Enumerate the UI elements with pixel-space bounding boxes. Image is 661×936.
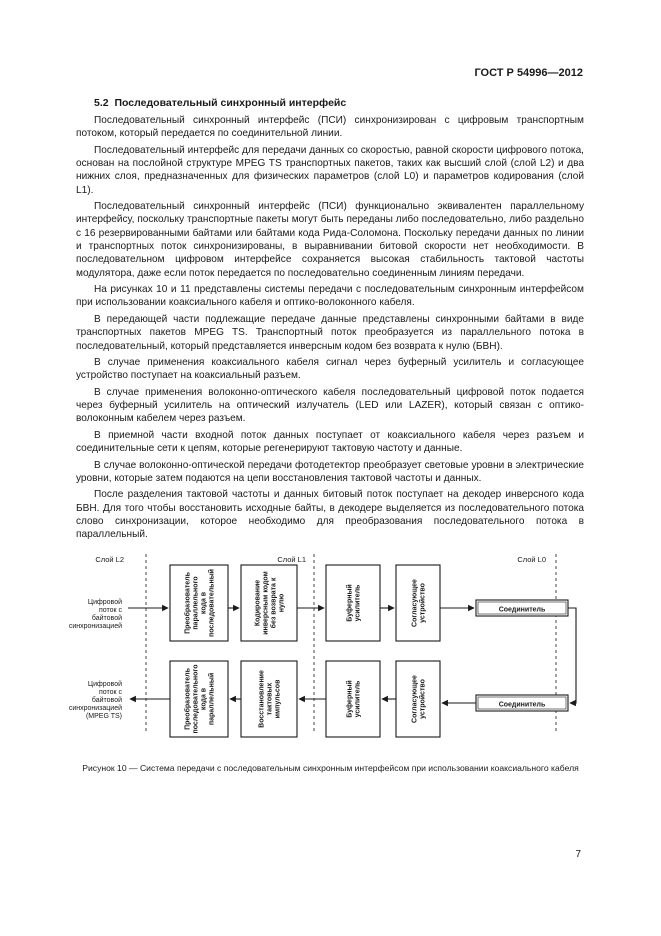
paragraph: В случае волоконно-оптической передачи фотодетектор преобразует световые уровни в электрические уровни, которые затем подаются на цепи восстановления тактовой частоты и данных. [76,459,584,484]
figure-caption: Рисунок 10 — Система передачи с последовательным синхронным интерфейсом при использовании коаксиального кабеля [82,763,579,773]
tx-block-label: Кодированиеинверсным кодомбез возврата кнулю [254,571,286,635]
paragraph: После разделения тактовой частоты и данных битовый поток поступает на декодер инверсного кода БВН. Для того чтобы восстановить исходные байты, в декодере выделяется из последовательного потока слово синхронизации, которое необходимо для преобразования последовательного потока в параллельный. [76,489,584,541]
cable-line [568,608,576,703]
body-text [76,114,584,545]
output-stream-label: Цифровой поток с байтовой синхронизацией (MPEG TS) [68,681,122,720]
tx-block-label: Преобразовательпараллельногокода впоследовательный [184,569,216,637]
layer-label: Слой L2 [95,555,124,564]
rx-block-label: Восстановлениетактовыхимпульсов [258,670,282,728]
paragraph: В передающей части подлежащие передаче данные представлены синхронными байтами в виде транспортных пакетов MPEG TS. Транспортный поток преобразуется из параллельного потока в последовательный, который представляется инверсным кодом без возврата к нулю (БВН). [76,313,584,352]
rx-block-label: Согласующееустройство [411,675,427,723]
paragraph: Последовательный синхронный интерфейс (ПСИ) функционально эквивалентен параллельному интерфейсу, поскольку транспортные пакеты могут быть переданы либо последовательно, либо раздельно с 16 резервированными байтами или байтами кода Рида-Соломона. Поскольку передачи данных по линии и транспортных поток синхронизированы, в выравнивании битовой скорости нет необходимости. В последовательном цифровом интерфейсе сохраняется высокая стабильность тактовой частоты модулятора, даже если поток передается по последовательно соединенным линиям передачи. [76,201,584,279]
tx-block-label: Согласующееустройство [411,579,427,627]
tx-block-label: Буферныйусилитель [346,584,362,622]
paragraph: Последовательный интерфейс для передачи данных со скоростью, равной скорости цифрового потока, основан на послойной структуре MPEG TS транспортных пакетов, таких как высший слой (слой L2) и два нижних слоя, предназначенных для физических параметров (слой L0) и параметров кодирования (слой L1). [76,144,584,196]
standard-header: ГОСТ Р 54996—2012 [474,67,583,79]
layer-label: Слой L0 [517,555,546,564]
input-stream-label: Цифровой поток с байтовой синхронизацией [68,599,122,630]
paragraph: В приемной части входной поток данных поступает от коаксиального кабеля через разъем и соединительные сети к цепям, которые регенерируют тактовую частоту и данные. [76,429,584,455]
connector-bottom-label: Соединитель [498,701,546,709]
rx-block-label: Буферныйусилитель [346,680,362,718]
rx-block-label: Преобразовательпоследовательногокода впараллельный [184,664,216,734]
block-diagram [0,548,661,738]
section-number: 5.2 [94,97,109,109]
paragraph: На рисунках 10 и 11 представлены системы передачи с последовательным синхронным интерфейсом при использовании коаксиального кабеля и оптико-волоконного кабеля. [76,284,584,309]
paragraph: В случае применения волоконно-оптического кабеля последовательный цифровой поток подается через буферный усилитель на оптический излучатель (LED или LAZER), который связан с оптико-волоконным кабелем через разъем. [76,386,584,425]
section-title: Последовательный синхронный интерфейс [114,97,347,109]
layer-label: Слой L1 [277,555,306,564]
paragraph: Последовательный синхронный интерфейс (ПСИ) синхронизирован с цифровым транспортным потоком, который передается по соединительной линии. [76,115,584,140]
page-number: 7 [575,849,581,860]
section-heading [94,97,346,109]
paragraph: В случае применения коаксиального кабеля сигнал через буферный усилитель и согласующее устройство поступает на коаксиальный разъем. [76,356,584,382]
connector-top-label: Соединитель [498,606,546,614]
